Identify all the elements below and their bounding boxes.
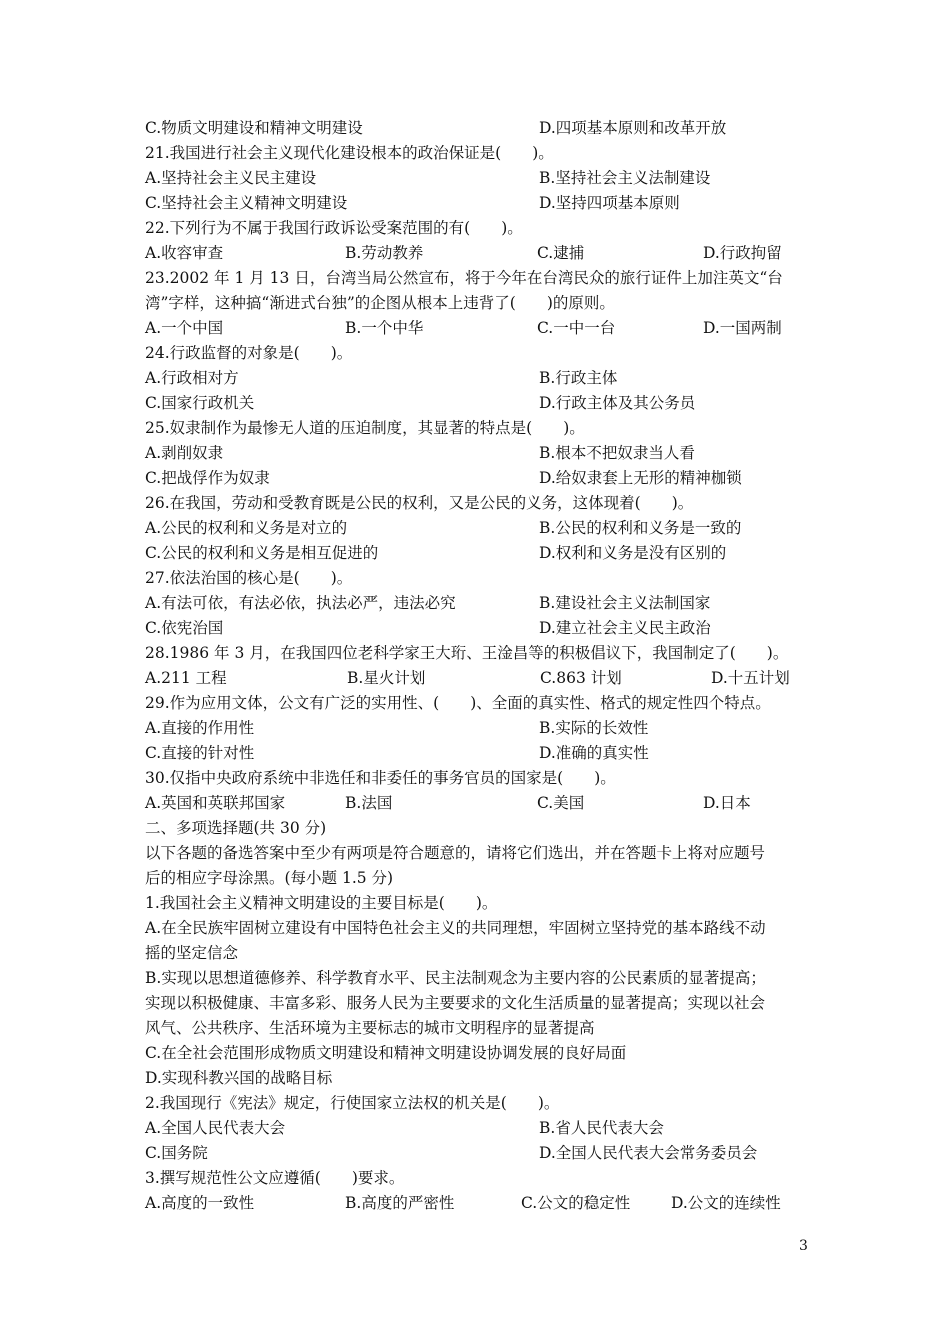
answer-option: B.公民的权利和义务是一致的 [539,519,742,537]
answer-option: C.美国 [537,794,585,812]
answer-option: A.一个中国 [145,319,224,337]
text-line: 22.下列行为不属于我国行政诉讼受案范围的有( )。 [145,219,523,237]
answer-option: D.行政主体及其公务员 [539,394,696,412]
text-line: 以下各题的备选答案中至少有两项是符合题意的，请将它们选出，并在答题卡上将对应题号 [145,844,766,862]
answer-option: C.依宪治国 [145,619,224,637]
text-line: 26.在我国，劳动和受教育既是公民的权利，又是公民的义务，这体现着( )。 [145,494,694,512]
answer-option: A.有法可依，有法必依，执法必严，违法必究 [145,594,456,612]
answer-option: C.物质文明建设和精神文明建设 [145,119,363,137]
answer-option: B.高度的严密性 [345,1194,455,1212]
answer-option: A.211 工程 [145,669,227,687]
answer-option: D.公文的连续性 [671,1194,781,1212]
answer-option: B.法国 [345,794,393,812]
answer-option: D.十五计划 [711,669,790,687]
answer-option: C.公民的权利和义务是相互促进的 [145,544,379,562]
answer-option: B.行政主体 [539,369,618,387]
answer-option: B.建设社会主义法制国家 [539,594,711,612]
text-line: A.在全民族牢固树立建设有中国特色社会主义的共同理想，牢固树立坚持党的基本路线不动 [145,919,766,937]
answer-option: D.日本 [703,794,751,812]
text-line: 29.作为应用文体，公文有广泛的实用性、( )、全面的真实性、格式的规定性四个特点。 [145,694,771,712]
answer-option: A.高度的一致性 [145,1194,255,1212]
answer-option: D.准确的真实性 [539,744,649,762]
answer-option: D.坚持四项基本原则 [539,194,680,212]
text-line: B.实现以思想道德修养、科学教育水平、民主法制观念为主要内容的公民素质的显著提高； [145,969,766,987]
answer-option: C.直接的针对性 [145,744,255,762]
text-line: 25.奴隶制作为最惨无人道的压迫制度，其显著的特点是( )。 [145,419,585,437]
text-line: 风气、公共秩序、生活环境为主要标志的城市文明程序的显著提高 [145,1019,595,1037]
answer-option: C.863 计划 [540,669,622,687]
text-line: 摇的坚定信念 [145,944,239,962]
answer-option: A.全国人民代表大会 [145,1119,286,1137]
answer-option: A.直接的作用性 [145,719,255,737]
text-line: 二、多项选择题(共 30 分) [145,819,327,837]
text-line: 30.仅指中央政府系统中非选任和非委任的事务官员的国家是( )。 [145,769,616,787]
text-line: 3.撰写规范性公文应遵循( )要求。 [145,1169,405,1187]
answer-option: D.给奴隶套上无形的精神枷锁 [539,469,742,487]
text-line: 2.我国现行《宪法》规定，行使国家立法权的机关是( )。 [145,1094,560,1112]
text-line: 27.依法治国的核心是( )。 [145,569,353,587]
answer-option: B.劳动教养 [345,244,424,262]
answer-option: B.坚持社会主义法制建设 [539,169,711,187]
answer-option: B.省人民代表大会 [539,1119,664,1137]
answer-option: A.行政相对方 [145,369,239,387]
answer-option: A.公民的权利和义务是对立的 [145,519,348,537]
answer-option: A.收容审查 [145,244,224,262]
answer-option: D.四项基本原则和改革开放 [539,119,727,137]
answer-option: A.坚持社会主义民主建设 [145,169,317,187]
text-line: 湾”字样，这种搞“渐进式台独”的企图从根本上违背了( )的原则。 [145,294,615,312]
answer-option: B.星火计划 [347,669,426,687]
answer-option: D.全国人民代表大会常务委员会 [539,1144,758,1162]
answer-option: D.一国两制 [703,319,782,337]
answer-option: C.国家行政机关 [145,394,255,412]
text-line: 1.我国社会主义精神文明建设的主要目标是( )。 [145,894,498,912]
answer-option: C.一中一台 [537,319,616,337]
answer-option: C.坚持社会主义精神文明建设 [145,194,348,212]
text-line: 28.1986 年 3 月，在我国四位老科学家王大珩、王淦昌等的积极倡议下，我国制定了( )。 [145,644,789,662]
answer-option: C.公文的稳定性 [521,1194,631,1212]
answer-option: D.权利和义务是没有区别的 [539,544,727,562]
answer-option: A.剥削奴隶 [145,444,224,462]
text-line: 实现以积极健康、丰富多彩、服务人民为主要要求的文化生活质量的显著提高；实现以社会 [145,994,766,1012]
text-line: 21.我国进行社会主义现代化建设根本的政治保证是( )。 [145,144,554,162]
answer-option: D.行政拘留 [703,244,782,262]
answer-option: B.实际的长效性 [539,719,649,737]
text-line: 后的相应字母涂黑。(每小题 1.5 分) [145,869,394,887]
answer-option: D.建立社会主义民主政治 [539,619,711,637]
answer-option: B.根本不把奴隶当人看 [539,444,695,462]
text-line: C.在全社会范围形成物质文明建设和精神文明建设协调发展的良好局面 [145,1044,627,1062]
answer-option: C.把战俘作为奴隶 [145,469,270,487]
answer-option: C.国务院 [145,1144,208,1162]
answer-option: A.英国和英联邦国家 [145,794,286,812]
text-line: D.实现科教兴国的战略目标 [145,1069,333,1087]
answer-option: C.逮捕 [537,244,585,262]
text-line: 23.2002 年 1 月 13 日，台湾当局公然宣布，将于今年在台湾民众的旅行证件上加注英文“台 [145,269,783,287]
text-line: 24.行政监督的对象是( )。 [145,344,353,362]
answer-option: B.一个中华 [345,319,424,337]
page-number: 3 [799,1238,808,1254]
